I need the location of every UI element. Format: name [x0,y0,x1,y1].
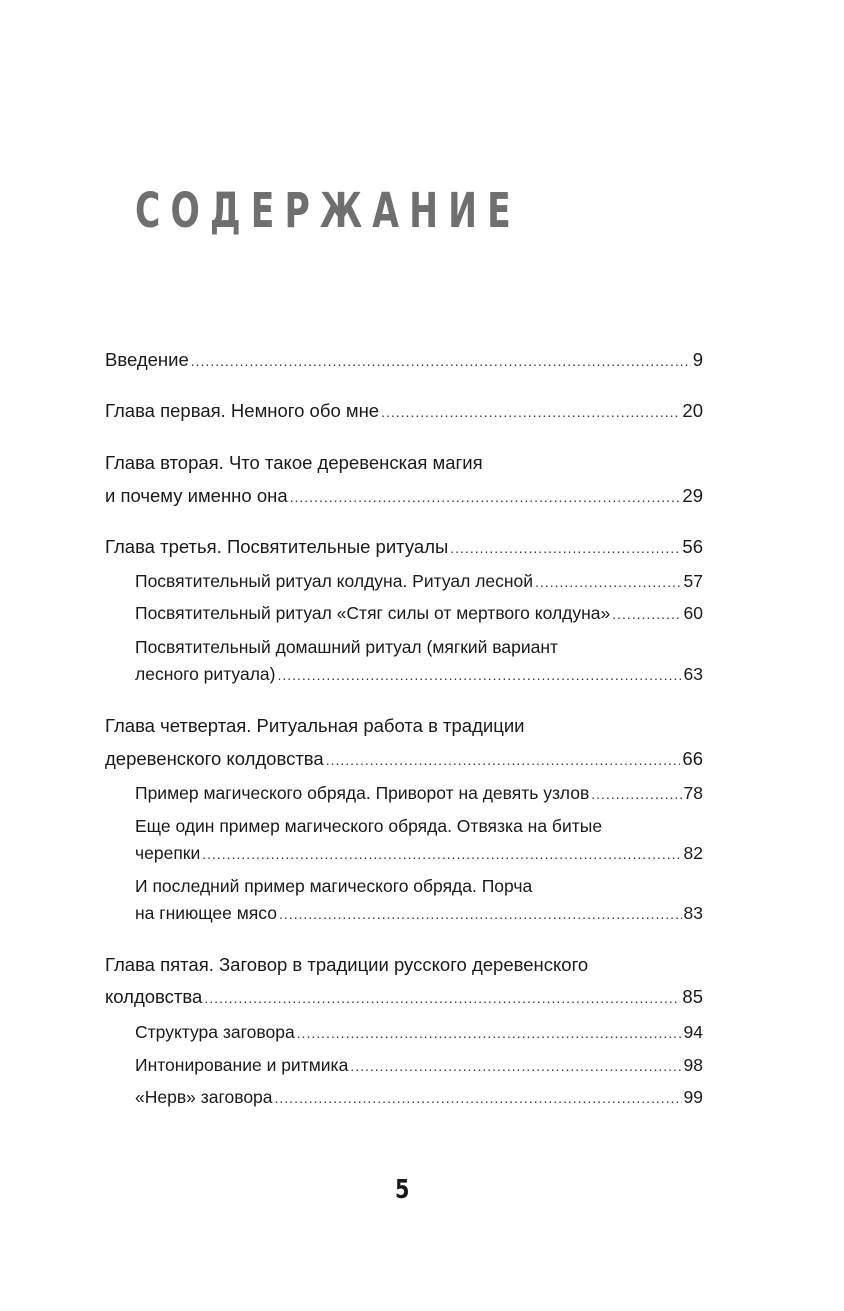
toc-entry-section-3-3-line1: Посвятительный домашний ритуал (мягкий вариант [135,637,559,657]
toc-entry-section-5-3 [135,1080,703,1114]
dot-leader [191,344,691,378]
toc-entry-title: и почему именно она [105,485,288,506]
toc-entry-chapter-1 [105,394,703,428]
toc-entry-page: 85 [682,986,703,1007]
dot-leader [290,480,681,514]
toc-entry-page: 57 [683,571,703,591]
toc-entry-title: Посвятительный ритуал колдуна. Ритуал лесной [135,571,534,591]
toc-entry-page: 82 [683,843,703,863]
dot-leader [275,1081,682,1115]
toc-entry-page: 99 [683,1087,703,1107]
toc-heading: СОДЕРЖАНИЕ [135,183,521,239]
toc-entry-title: Глава третья. Посвятительные ритуалы [105,536,449,557]
toc-entry-chapter-2-line1: Глава вторая. Что такое деревенская магия [105,452,483,473]
toc-entry-section-3-1 [135,564,703,598]
toc-entry-section-4-1 [135,776,703,810]
toc-entry-page: 60 [683,603,703,623]
toc-entry-page: 9 [692,349,703,370]
toc-entry-title: Посвятительный ритуал «Стяг силы от мертвого колдуна» [135,603,611,623]
toc-entry-section-4-2-line1: Еще один пример магического обряда. Отвязка на битые [135,816,603,836]
dot-leader [326,743,681,777]
toc-entry-section-3-3 [135,657,703,691]
dot-leader [450,531,680,565]
toc-entry-section-4-2 [135,836,703,870]
dot-leader [202,837,681,871]
dot-leader [381,395,680,429]
toc-entry-page: 63 [683,664,703,684]
toc-entry-title: «Нерв» заговора [135,1087,273,1107]
toc-entry-page: 66 [682,748,703,769]
toc-entry-page: 78 [683,783,703,803]
toc-entry-title: колдовства [105,986,203,1007]
toc-entry-page: 83 [683,903,703,923]
dot-leader [297,1016,682,1050]
toc-entry-chapter-2 [105,479,703,513]
toc-entry-title: Введение [105,349,189,370]
toc-entry-section-4-3 [135,896,703,930]
toc-entry-chapter-4 [105,742,703,776]
dot-leader [277,658,681,692]
toc-entry-title: Глава первая. Немного обо мне [105,400,380,421]
toc-entry-title: лесного ритуала) [135,664,276,684]
dot-leader [204,981,680,1015]
toc-entry-section-5-2 [135,1048,703,1082]
toc-entry-title: Структура заговора [135,1022,295,1042]
toc-entry-page: 94 [683,1022,703,1042]
toc-entry-title: Интонирование и ритмика [135,1055,349,1075]
dot-leader [535,565,681,599]
dot-leader [612,597,681,631]
toc-entry-intro [105,343,703,377]
toc-entry-section-3-2 [135,596,703,630]
toc-entry-chapter-5-line1: Глава пятая. Заговор в традиции русского деревенского [105,954,589,975]
toc-entry-title: деревенского колдовства [105,748,324,769]
toc-entry-page: 56 [682,536,703,557]
toc-entry-title: черепки [135,843,201,863]
page-number: 5 [395,1175,410,1205]
toc-entry-chapter-4-line1: Глава четвертая. Ритуальная работа в традиции [105,715,525,736]
toc-entry-page: 98 [683,1055,703,1075]
dot-leader [279,897,682,931]
toc-entry-section-5-1 [135,1015,703,1049]
toc-entry-page: 20 [682,400,703,421]
toc-entry-title: Пример магического обряда. Приворот на девять узлов [135,783,590,803]
toc-entry-section-4-3-line1: И последний пример магического обряда. Порча [135,876,533,896]
dot-leader [350,1049,681,1083]
toc-entry-chapter-3 [105,530,703,564]
toc-entry-page: 29 [682,485,703,506]
dot-leader [591,777,681,811]
toc-entry-chapter-5 [105,980,703,1014]
toc-entry-title: на гниющее мясо [135,903,277,923]
